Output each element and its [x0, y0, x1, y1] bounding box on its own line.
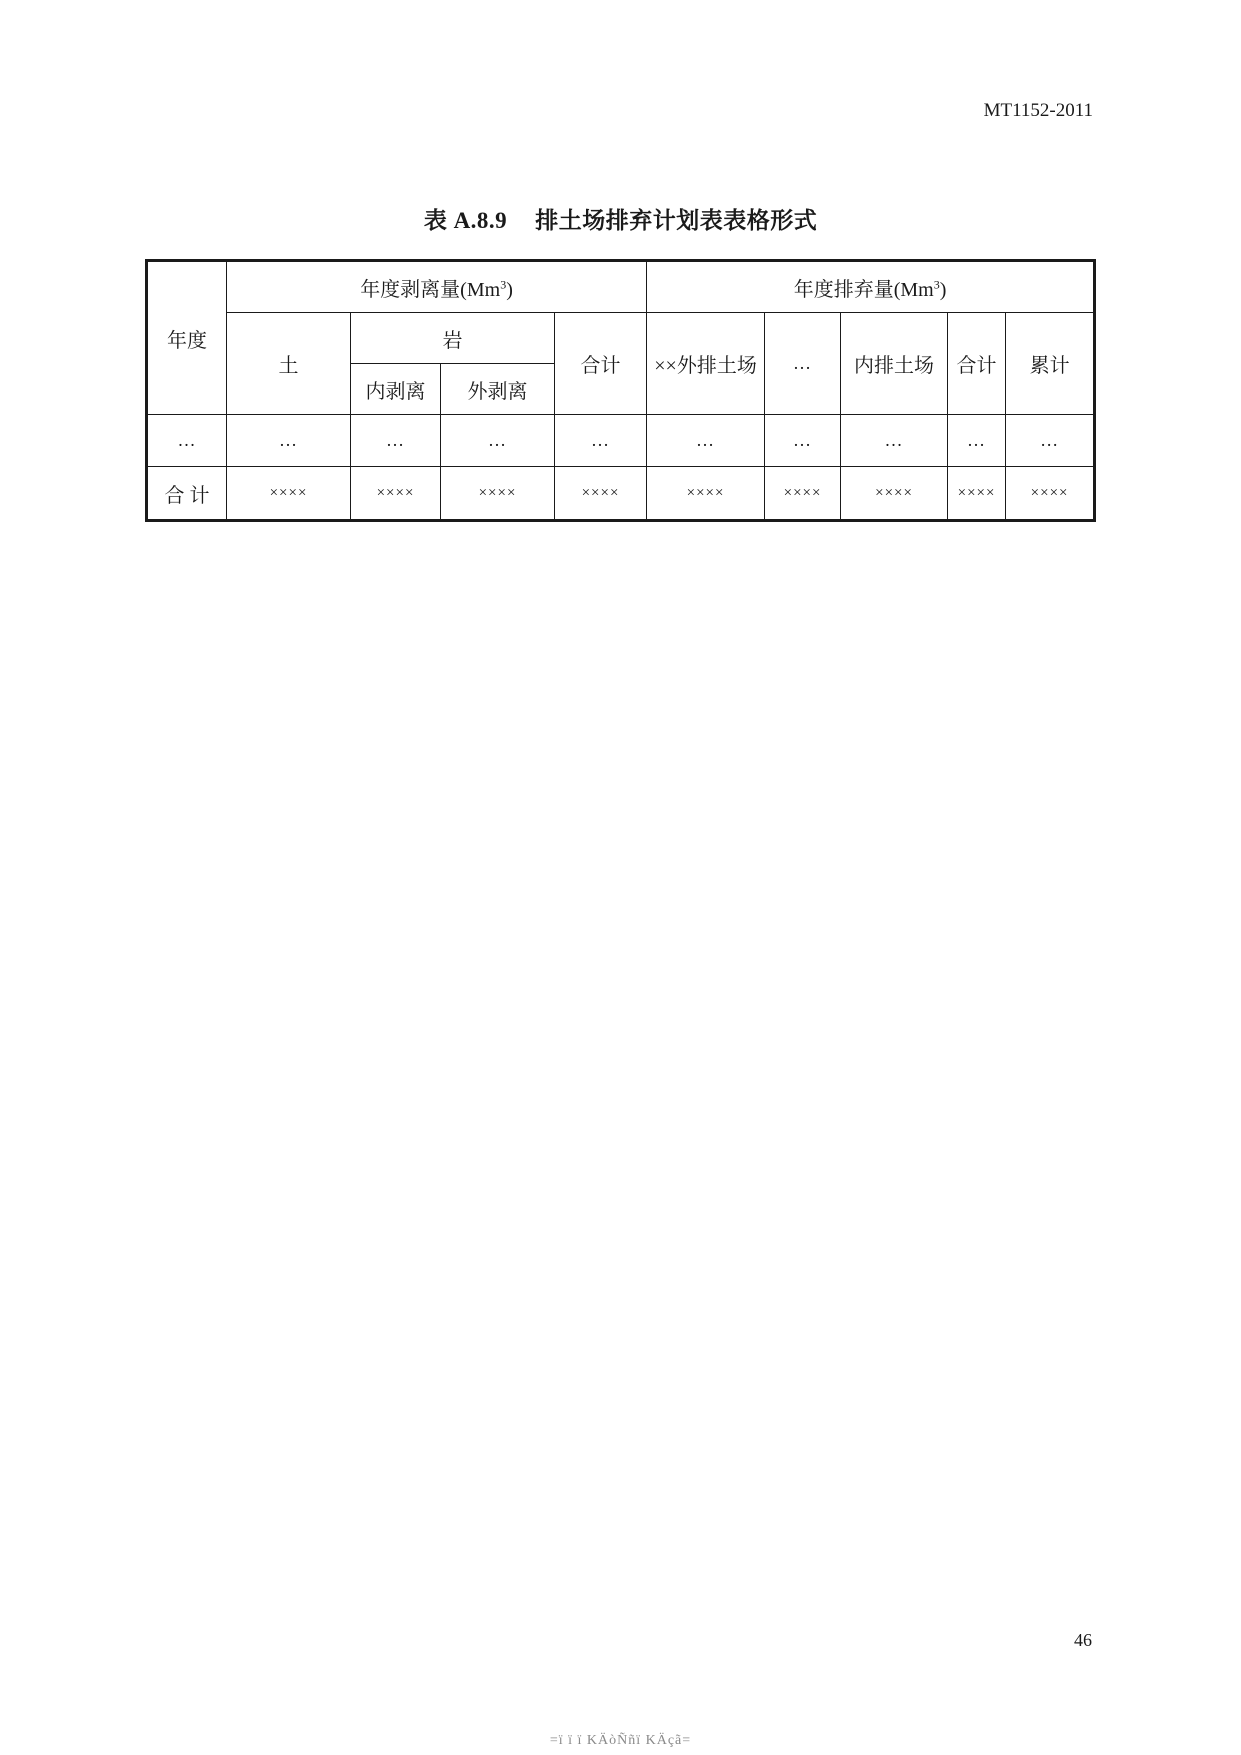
header-outer-stripping: 外剥离: [441, 364, 555, 415]
header-rock: 岩: [351, 313, 555, 364]
header-stripping-volume: 年度剥离量(Mm$^3$): [227, 261, 647, 313]
table-cell: ××××: [1006, 467, 1095, 521]
header-row-2: [147, 313, 1095, 364]
header-dumping-volume: 年度排弃量(Mm$^3$): [647, 261, 1095, 313]
table-row-total: [147, 467, 1095, 521]
page-number: 46: [1074, 1630, 1092, 1650]
table-cell: …: [351, 415, 441, 467]
table-cell: …: [441, 415, 555, 467]
table-cell: …: [948, 415, 1006, 467]
document-code: MT1152-2011: [983, 100, 1093, 121]
header-dump-ellipsis: …: [765, 313, 841, 415]
table-cell: ××××: [555, 467, 647, 521]
header-soil: 土: [227, 313, 351, 415]
table-cell: …: [841, 415, 948, 467]
total-label-cell: 合 计: [147, 467, 227, 521]
table-caption: [0, 202, 1241, 235]
header-cumulative: 累计: [1006, 313, 1095, 415]
table-cell: ××××: [227, 467, 351, 521]
table-cell: ××××: [351, 467, 441, 521]
table-cell: ××××: [647, 467, 765, 521]
header-inner-stripping: 内剥离: [351, 364, 441, 415]
table-cell: ××××: [765, 467, 841, 521]
header-year: 年度: [147, 261, 227, 415]
table-title: 排土场排弃计划表表格形式: [535, 208, 818, 233]
table-cell: …: [555, 415, 647, 467]
dump-plan-table: [145, 259, 1096, 522]
table-cell: …: [227, 415, 351, 467]
table-cell: …: [765, 415, 841, 467]
table-cell: …: [1006, 415, 1095, 467]
table-cell: ××××: [841, 467, 948, 521]
header-internal-dump: 内排土场: [841, 313, 948, 415]
footer-watermark: =ï ï ï KÄòÑñï KÄçã=: [549, 1733, 692, 1748]
table-cell: ××××: [441, 467, 555, 521]
table-cell: …: [147, 415, 227, 467]
header-external-dump: ××外排土场: [647, 313, 765, 415]
table-row: [147, 415, 1095, 467]
table-number: 表 A.8.9: [423, 208, 508, 233]
header-stripping-total: 合计: [555, 313, 647, 415]
header-dump-total: 合计: [948, 313, 1006, 415]
table-cell: …: [647, 415, 765, 467]
table-cell: ××××: [948, 467, 1006, 521]
header-row-1: [147, 261, 1095, 313]
